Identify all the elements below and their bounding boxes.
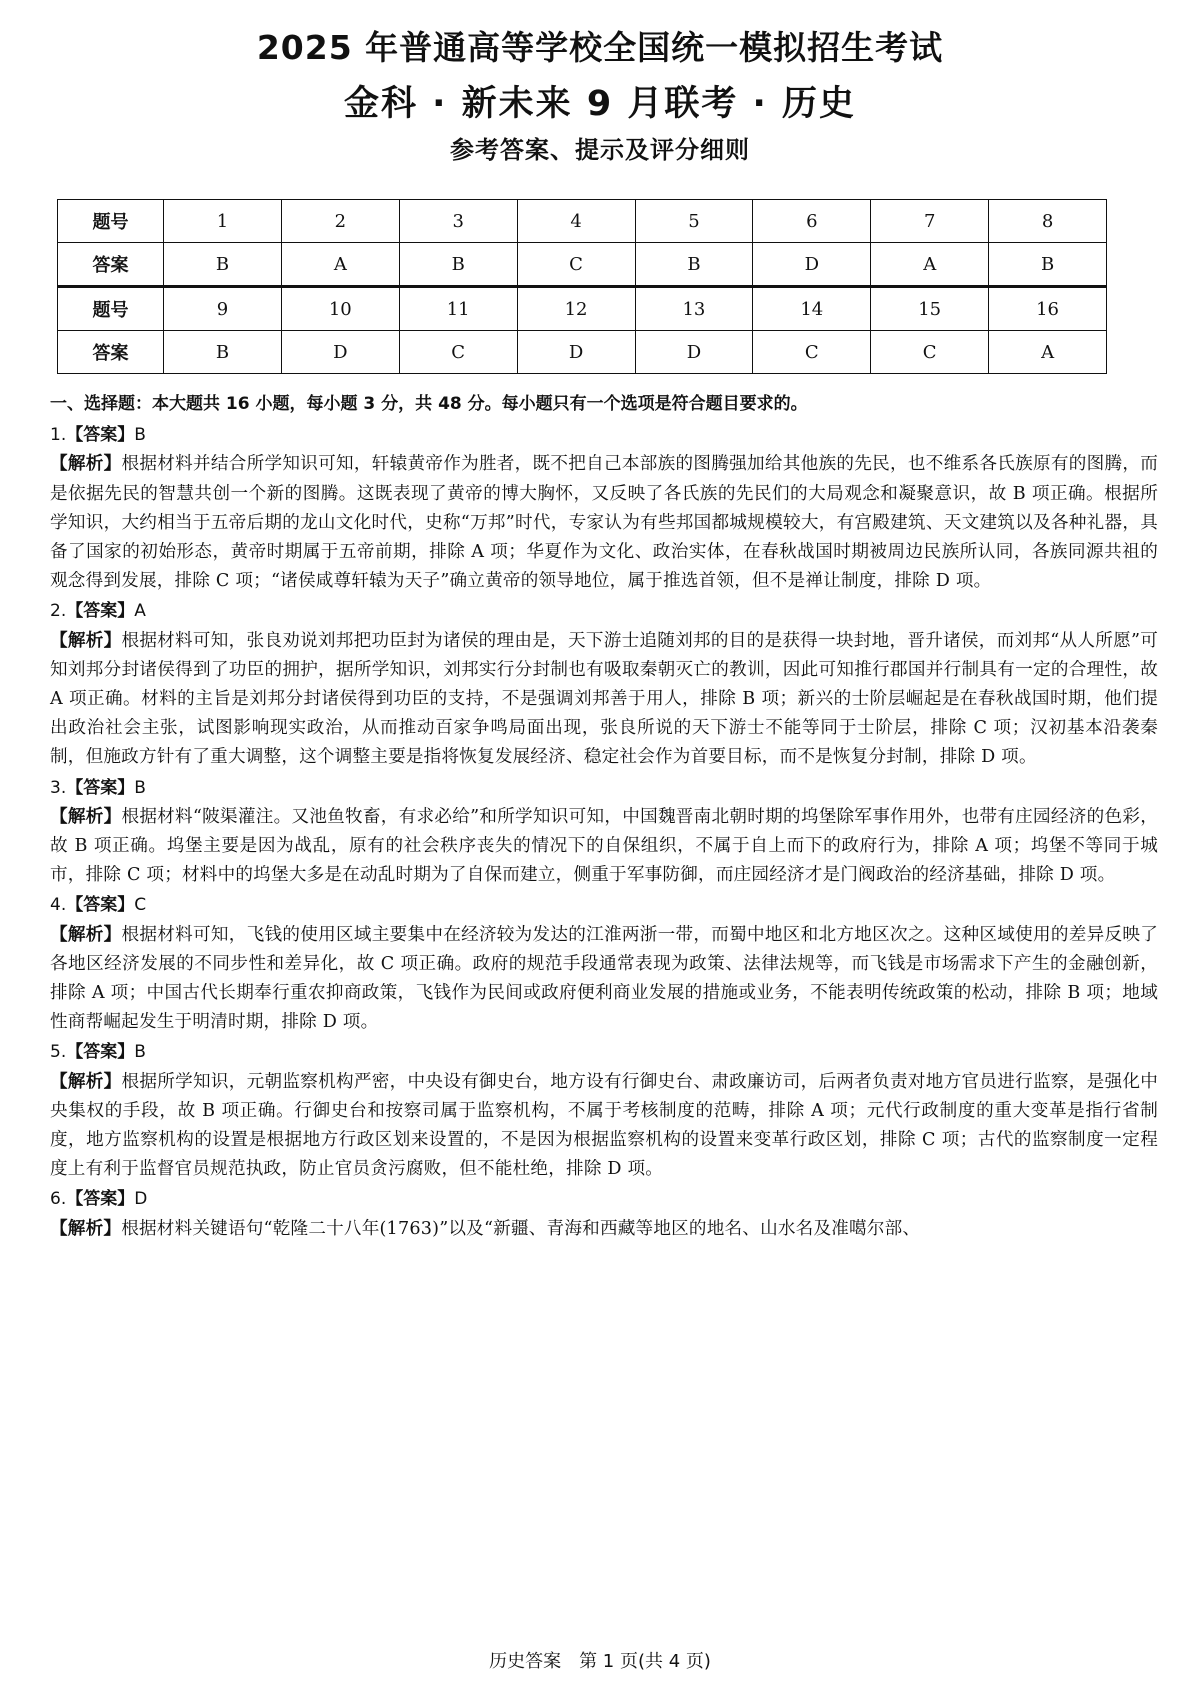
question-answer [50,1185,1158,1214]
analysis-text: 根据材料“陂渠灌注。又池鱼牧畜，有求必给”和所学知识可知，中国魏晋南北朝时期的坞堡除军事作用外，也带有庄园经济的色彩，故 B 项正确。坞堡主要是因为战乱，原有的社会秩序丧失的情况下的自保组织，不属于自上而下的政府行为，排除 A 项；坞堡不等同于城市，排除 C 项；材料中的坞堡大多是在动乱时期为了自保而建立，侧重于军事防御，而庄园经济才是门阀政治的经济基础，排除 D 项。 [50,806,1158,886]
list-item [50,1185,1158,1243]
table-cell: B [989,243,1107,287]
question-answer [50,421,1158,450]
table-cell: C [871,331,989,374]
table-row-answers-2 [58,331,1107,374]
analysis-label: 【解析】 [50,1071,122,1092]
table-cell: B [164,331,282,374]
question-answer [50,597,1158,626]
analysis-text: 根据材料可知，张良劝说刘邦把功臣封为诸侯的理由是，天下游士追随刘邦的目的是获得一块封地，晋升诸侯，而刘邦“从人所愿”可知刘邦分封诸侯得到了功臣的拥护，据所学知识，刘邦实行分封制也有吸取秦朝灭亡的教训，因此可知推行郡国并行制具有一定的合理性，故 A 项正确。材料的主旨是刘邦分封诸侯得到功臣的支持，不是强调刘邦善于用人，排除 B 项；新兴的士阶层崛起是在春秋战国时期，他们提出政治社会主张，试图影响现实政治，从而推动百家争鸣局面出现，张良所说的天下游士不能等同于士阶层，排除 C 项；汉初基本沿袭秦制，但施政方针有了重大调整，这个调整主要是指将恢复发展经济、稳定社会作为首要目标，而不是恢复分封制，排除 D 项。 [50,630,1158,768]
table-cell: 10 [281,287,399,331]
exam-title: 2025 年普通高等学校全国统一模拟招生考试 [256,28,944,67]
list-item [50,421,1158,596]
table-cell: C [517,243,635,287]
answer-value: B [134,1042,146,1063]
list-item [50,891,1158,1037]
table-cell: 16 [989,287,1107,331]
analysis-label: 【解析】 [50,1218,122,1239]
table-cell: A [281,243,399,287]
analysis-text: 根据所学知识，元朝监察机构严密，中央设有御史台，地方设有行御史台、肃政廉访司，后两者负责对地方官员进行监察，是强化中央集权的手段，故 B 项正确。行御史台和按察司属于监察机构，不属于考核制度的范畴，排除 A 项；元代行政制度的重大变革是指行省制度，地方监察机构的设置是根据地方行政区划来设置的，不是因为根据监察机构的设置来变革行政区划，排除 C 项；古代的监察制度一定程度上有利于监督官员规范执政，防止官员贪污腐败，但不能杜绝，排除 D 项。 [50,1071,1158,1180]
section-title: 一、选择题：本大题共 16 小题，每小题 3 分，共 48 分。每小题只有一个选项是符合题目要求的。 [50,394,808,414]
question-analysis [50,1215,1158,1244]
table-cell: C [753,331,871,374]
question-analysis [50,803,1158,891]
table-cell: 14 [753,287,871,331]
question-number: 4. [50,895,67,916]
row-label: 题号 [58,200,164,243]
table-cell: D [517,331,635,374]
table-row-numbers-2 [58,287,1107,331]
question-answer [50,774,1158,803]
analysis-label: 【解析】 [50,924,122,945]
page-footer: 历史答案 第 1 页(共 4 页) [489,1651,711,1672]
row-label: 答案 [58,331,164,374]
row-label: 题号 [58,287,164,331]
answer-value: A [134,601,146,622]
question-answer [50,1038,1158,1067]
table-cell: D [635,331,753,374]
table-cell: D [281,331,399,374]
table-cell: B [635,243,753,287]
question-analysis [50,1068,1158,1185]
analysis-label: 【解析】 [50,630,122,651]
table-cell: 7 [871,200,989,243]
table-cell: B [164,243,282,287]
table-row-answers-1 [58,243,1107,287]
table-cell: 11 [399,287,517,331]
answer-value: D [134,1189,148,1210]
analysis-text: 根据材料并结合所学知识可知，轩辕黄帝作为胜者，既不把自己本部族的图腾强加给其他族的先民，也不维系各氏族原有的图腾，而是依据先民的智慧共创一个新的图腾。这既表现了黄帝的博大胸怀，又反映了各氏族的先民们的大局观念和凝聚意识，故 B 项正确。根据所学知识，大约相当于五帝后期的龙山文化时代，史称“万邦”时代，专家认为有些邦国都城规模较大，有宫殿建筑、天文建筑以及各种礼器，具备了国家的初始形态，黄帝时期属于五帝前期，排除 A 项；华夏作为文化、政治实体，在春秋战国时期被周边民族所认同，各族同源共祖的观念得到发展，排除 C 项；“诸侯咸尊轩辕为天子”确立黄帝的领导地位，属于推选首领，但不是禅让制度，排除 D 项。 [50,454,1158,592]
table-cell: 9 [164,287,282,331]
question-list [50,421,1158,1244]
table-cell: 15 [871,287,989,331]
table-cell: 13 [635,287,753,331]
table-cell: 4 [517,200,635,243]
answer-value: B [134,777,146,798]
question-number: 2. [50,601,67,622]
table-row-numbers-1 [58,200,1107,243]
table-cell: 5 [635,200,753,243]
table-cell: B [399,243,517,287]
explanations [50,390,1158,1244]
answer-label: 【答案】 [66,777,135,798]
answer-table [57,199,1107,374]
answer-value: C [134,895,147,916]
list-item [50,597,1158,772]
answer-label: 【答案】 [66,895,135,916]
question-number: 3. [50,777,67,798]
answer-label: 【答案】 [66,1042,135,1063]
analysis-text: 根据材料关键语句“乾隆二十八年(1763)”以及“新疆、青海和西藏等地区的地名、山水名及准噶尔部、 [121,1218,921,1239]
question-answer [50,891,1158,920]
list-item [50,1038,1158,1184]
table-cell: A [871,243,989,287]
exam-subtitle: 金科 · 新未来 9 月联考 · 历史 [343,84,857,124]
question-number: 1. [50,425,67,446]
table-cell: 12 [517,287,635,331]
answer-label: 【答案】 [66,601,135,622]
row-label: 答案 [58,243,164,287]
question-analysis [50,627,1158,773]
table-cell: 3 [399,200,517,243]
table-cell: C [399,331,517,374]
table-cell: 6 [753,200,871,243]
list-item [50,774,1158,891]
answer-label: 【答案】 [66,425,135,446]
answer-value: B [134,425,146,446]
table-cell: A [989,331,1107,374]
table-cell: 2 [281,200,399,243]
question-number: 6. [50,1189,67,1210]
question-number: 5. [50,1042,67,1063]
answer-label: 【答案】 [66,1189,135,1210]
table-cell: D [753,243,871,287]
question-analysis [50,450,1158,596]
table-cell: 8 [989,200,1107,243]
question-analysis [50,921,1158,1038]
analysis-label: 【解析】 [50,806,122,827]
table-cell: 1 [164,200,282,243]
answer-key-heading: 参考答案、提示及评分细则 [450,136,750,164]
analysis-text: 根据材料可知，飞钱的使用区域主要集中在经济较为发达的江淮两浙一带，而蜀中地区和北方地区次之。这种区域使用的差异反映了各地区经济发展的不同步性和差异化，故 C 项正确。政府的规范手段通常表现为政策、法律法规等，而飞钱是市场需求下产生的金融创新，排除 A 项；中国古代长期奉行重农抑商政策，飞钱作为民间或政府便利商业发展的措施或业务，不能表明传统政策的松动，排除 B 项；地域性商帮崛起发生于明清时期，排除 D 项。 [50,924,1158,1033]
analysis-label: 【解析】 [50,454,122,475]
